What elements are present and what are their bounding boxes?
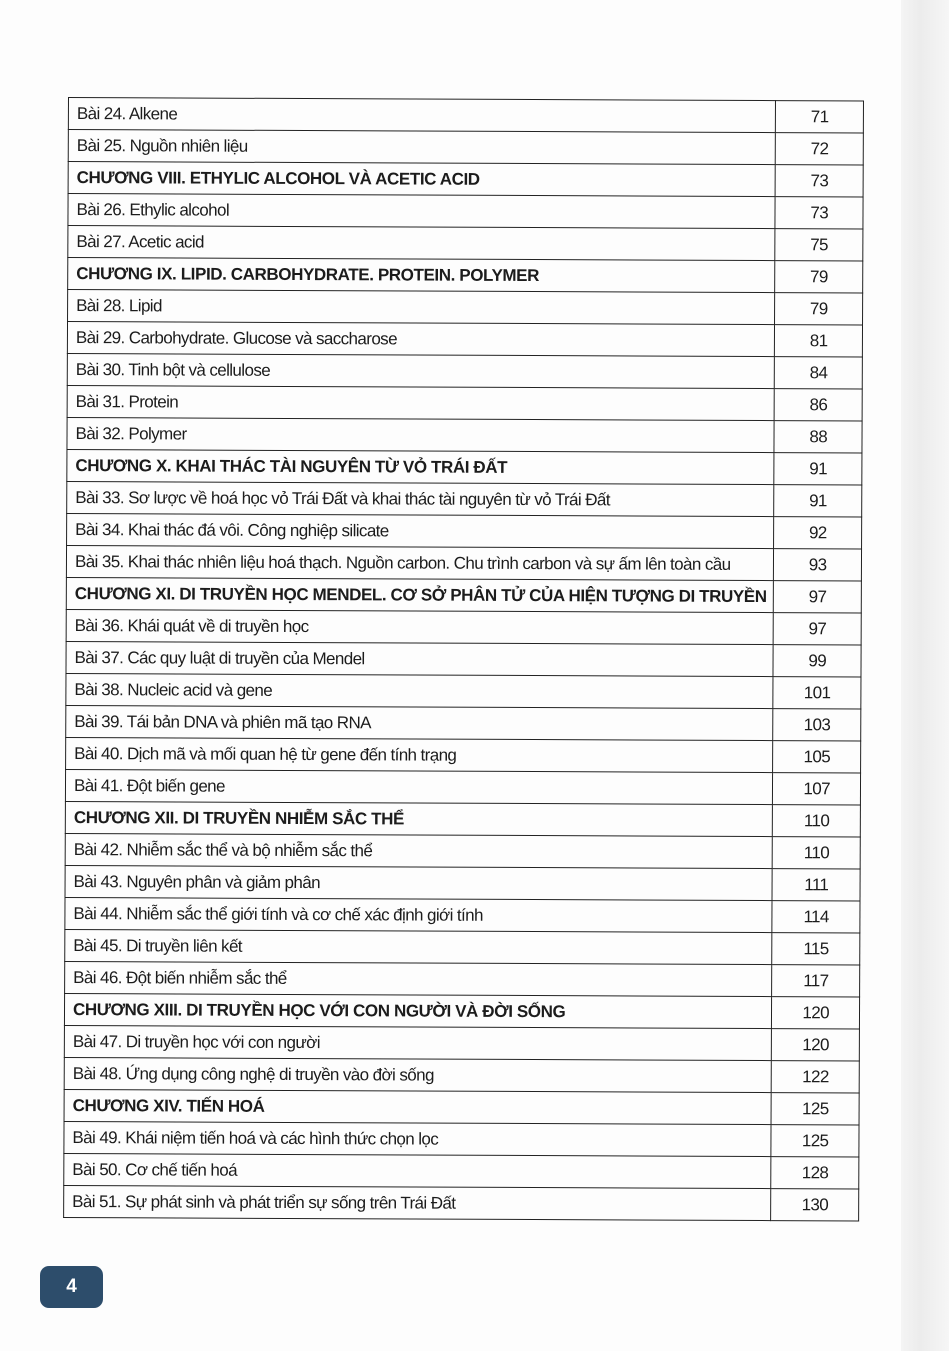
- page-ref: 84: [775, 357, 863, 389]
- toc-lesson-row[interactable]: [67, 417, 862, 452]
- page-ref: 75: [775, 229, 863, 261]
- table-of-contents: [63, 97, 864, 1221]
- lesson-title: Bài 50. Cơ chế tiến hoá: [64, 1153, 772, 1188]
- toc-body: [64, 98, 864, 1221]
- toc-lesson-row[interactable]: [64, 1153, 859, 1188]
- toc-chapter-row[interactable]: [64, 1089, 859, 1124]
- toc-lesson-row[interactable]: [64, 1057, 859, 1092]
- toc-lesson-row[interactable]: [67, 353, 862, 388]
- page-ref: 93: [774, 549, 862, 581]
- toc-chapter-row[interactable]: [65, 801, 860, 836]
- page-ref: 92: [774, 517, 862, 549]
- toc-lesson-row[interactable]: [66, 545, 861, 580]
- page-ref: 71: [776, 101, 864, 133]
- toc-lesson-row[interactable]: [65, 897, 860, 932]
- page-ref: 110: [773, 837, 861, 869]
- lesson-title: Bài 33. Sơ lược về hoá học vỏ Trái Đất và khai thác tài nguyên từ vỏ Trái Đất: [67, 481, 775, 516]
- page-ref: 125: [771, 1125, 859, 1157]
- page-ref: 72: [776, 133, 864, 165]
- lesson-title: Bài 29. Carbohydrate. Glucose và saccharose: [67, 322, 775, 357]
- toc-lesson-row[interactable]: [64, 1025, 859, 1060]
- lesson-title: Bài 26. Ethylic alcohol: [68, 194, 776, 229]
- toc-lesson-row[interactable]: [66, 641, 861, 676]
- lesson-title: Bài 47. Di truyền học với con người: [64, 1025, 772, 1060]
- lesson-title: Bài 30. Tinh bột và cellulose: [67, 353, 775, 388]
- page-ref: 105: [773, 741, 861, 773]
- page-ref: 115: [772, 933, 860, 965]
- lesson-title: Bài 31. Protein: [67, 385, 775, 420]
- page-ref: 91: [774, 485, 862, 517]
- chapter-title: CHƯƠNG VIII. ETHYLIC ALCOHOL VÀ ACETIC ACID: [68, 162, 776, 197]
- toc-chapter-row[interactable]: [66, 577, 861, 612]
- lesson-title: Bài 32. Polymer: [67, 417, 775, 452]
- toc-lesson-row[interactable]: [67, 322, 862, 357]
- lesson-title: Bài 25. Nguồn nhiên liệu: [68, 130, 776, 165]
- page-ref: 107: [773, 773, 861, 805]
- lesson-title: Bài 38. Nucleic acid và gene: [66, 673, 774, 708]
- lesson-title: Bài 45. Di truyền liên kết: [65, 929, 773, 964]
- page-ref: 114: [772, 901, 860, 933]
- toc-lesson-row[interactable]: [66, 609, 861, 644]
- lesson-title: Bài 42. Nhiễm sắc thể và bộ nhiễm sắc thể: [65, 833, 773, 868]
- toc-lesson-row[interactable]: [67, 481, 862, 516]
- toc-lesson-row[interactable]: [67, 513, 862, 548]
- toc-lesson-row[interactable]: [67, 385, 862, 420]
- page-ref: 97: [774, 581, 862, 613]
- toc-lesson-row[interactable]: [66, 705, 861, 740]
- toc-lesson-row[interactable]: [65, 865, 860, 900]
- lesson-title: Bài 28. Lipid: [68, 290, 776, 325]
- lesson-title: Bài 35. Khai thác nhiên liệu hoá thạch. Nguồn carbon. Chu trình carbon và sự ấm lên toàn cầu: [66, 545, 774, 580]
- chapter-title: CHƯƠNG XIV. TIẾN HOÁ: [64, 1089, 772, 1124]
- page-ref: 99: [773, 645, 861, 677]
- lesson-title: Bài 27. Acetic acid: [68, 226, 776, 261]
- lesson-title: Bài 48. Ứng dụng công nghệ di truyền vào đời sống: [64, 1057, 772, 1092]
- toc-lesson-row[interactable]: [65, 833, 860, 868]
- chapter-title: CHƯƠNG XIII. DI TRUYỀN HỌC VỚI CON NGƯỜI VÀ ĐỜI SỐNG: [64, 993, 772, 1028]
- lesson-title: Bài 43. Nguyên phân và giảm phân: [65, 865, 773, 900]
- page-ref: 88: [774, 421, 862, 453]
- toc-lesson-row[interactable]: [65, 961, 860, 996]
- toc-lesson-row[interactable]: [64, 1185, 859, 1220]
- lesson-title: Bài 44. Nhiễm sắc thể giới tính và cơ chế xác định giới tính: [65, 897, 773, 932]
- page-gutter-shadow: [901, 0, 949, 1351]
- toc-chapter-row[interactable]: [68, 162, 863, 197]
- lesson-title: Bài 49. Khái niệm tiến hoá và các hình thức chọn lọc: [64, 1121, 772, 1156]
- page-ref: 86: [775, 389, 863, 421]
- lesson-title: Bài 36. Khái quát về di truyền học: [66, 609, 774, 644]
- lesson-title: Bài 51. Sự phát sinh và phát triển sự sống trên Trái Đất: [64, 1185, 772, 1220]
- lesson-title: Bài 41. Đột biến gene: [65, 769, 773, 804]
- chapter-title: CHƯƠNG XII. DI TRUYỀN NHIỄM SẮC THỂ: [65, 801, 773, 836]
- toc-lesson-row[interactable]: [65, 929, 860, 964]
- page-ref: 111: [772, 869, 860, 901]
- page-ref: 120: [772, 1029, 860, 1061]
- toc-chapter-row[interactable]: [68, 258, 863, 293]
- page-ref: 122: [772, 1061, 860, 1093]
- page-ref: 125: [771, 1093, 859, 1125]
- toc-chapter-row[interactable]: [67, 449, 862, 484]
- page-ref: 130: [771, 1189, 859, 1221]
- lesson-title: Bài 34. Khai thác đá vôi. Công nghiệp silicate: [67, 513, 775, 548]
- page-ref: 110: [773, 805, 861, 837]
- toc-lesson-row[interactable]: [68, 130, 863, 165]
- toc-lesson-row[interactable]: [68, 290, 863, 325]
- toc-lesson-row[interactable]: [65, 769, 860, 804]
- page-ref: 128: [771, 1157, 859, 1189]
- toc-lesson-row[interactable]: [66, 737, 861, 772]
- page-ref: 73: [775, 197, 863, 229]
- toc-lesson-row[interactable]: [66, 673, 861, 708]
- lesson-title: Bài 24. Alkene: [68, 98, 776, 133]
- page-ref: 117: [772, 965, 860, 997]
- page-ref: 81: [775, 325, 863, 357]
- page-number-badge: [40, 1266, 103, 1308]
- page-ref: 79: [775, 293, 863, 325]
- toc-chapter-row[interactable]: [64, 993, 859, 1028]
- page-ref: 97: [774, 613, 862, 645]
- lesson-title: Bài 39. Tái bản DNA và phiên mã tạo RNA: [66, 705, 774, 740]
- page-ref: 120: [772, 997, 860, 1029]
- chapter-title: CHƯƠNG IX. LIPID. CARBOHYDRATE. PROTEIN. POLYMER: [68, 258, 776, 293]
- page-ref: 103: [773, 709, 861, 741]
- toc-lesson-row[interactable]: [68, 226, 863, 261]
- page-ref: 91: [774, 453, 862, 485]
- toc-lesson-row[interactable]: [68, 194, 863, 229]
- chapter-title: CHƯƠNG X. KHAI THÁC TÀI NGUYÊN TỪ VỎ TRÁI ĐẤT: [67, 449, 775, 484]
- page-ref: 79: [775, 261, 863, 293]
- page-number: 4: [66, 1276, 77, 1297]
- page-ref: 73: [776, 165, 864, 197]
- toc-lesson-row[interactable]: [68, 98, 863, 133]
- lesson-title: Bài 46. Đột biến nhiễm sắc thể: [65, 961, 773, 996]
- lesson-title: Bài 37. Các quy luật di truyền của Mendel: [66, 641, 774, 676]
- page-ref: 101: [773, 677, 861, 709]
- chapter-title: CHƯƠNG XI. DI TRUYỀN HỌC MENDEL. CƠ SỞ PHÂN TỬ CỦA HIỆN TƯỢNG DI TRUYỀN: [66, 577, 774, 612]
- toc-lesson-row[interactable]: [64, 1121, 859, 1156]
- lesson-title: Bài 40. Dịch mã và mối quan hệ từ gene đến tính trạng: [66, 737, 774, 772]
